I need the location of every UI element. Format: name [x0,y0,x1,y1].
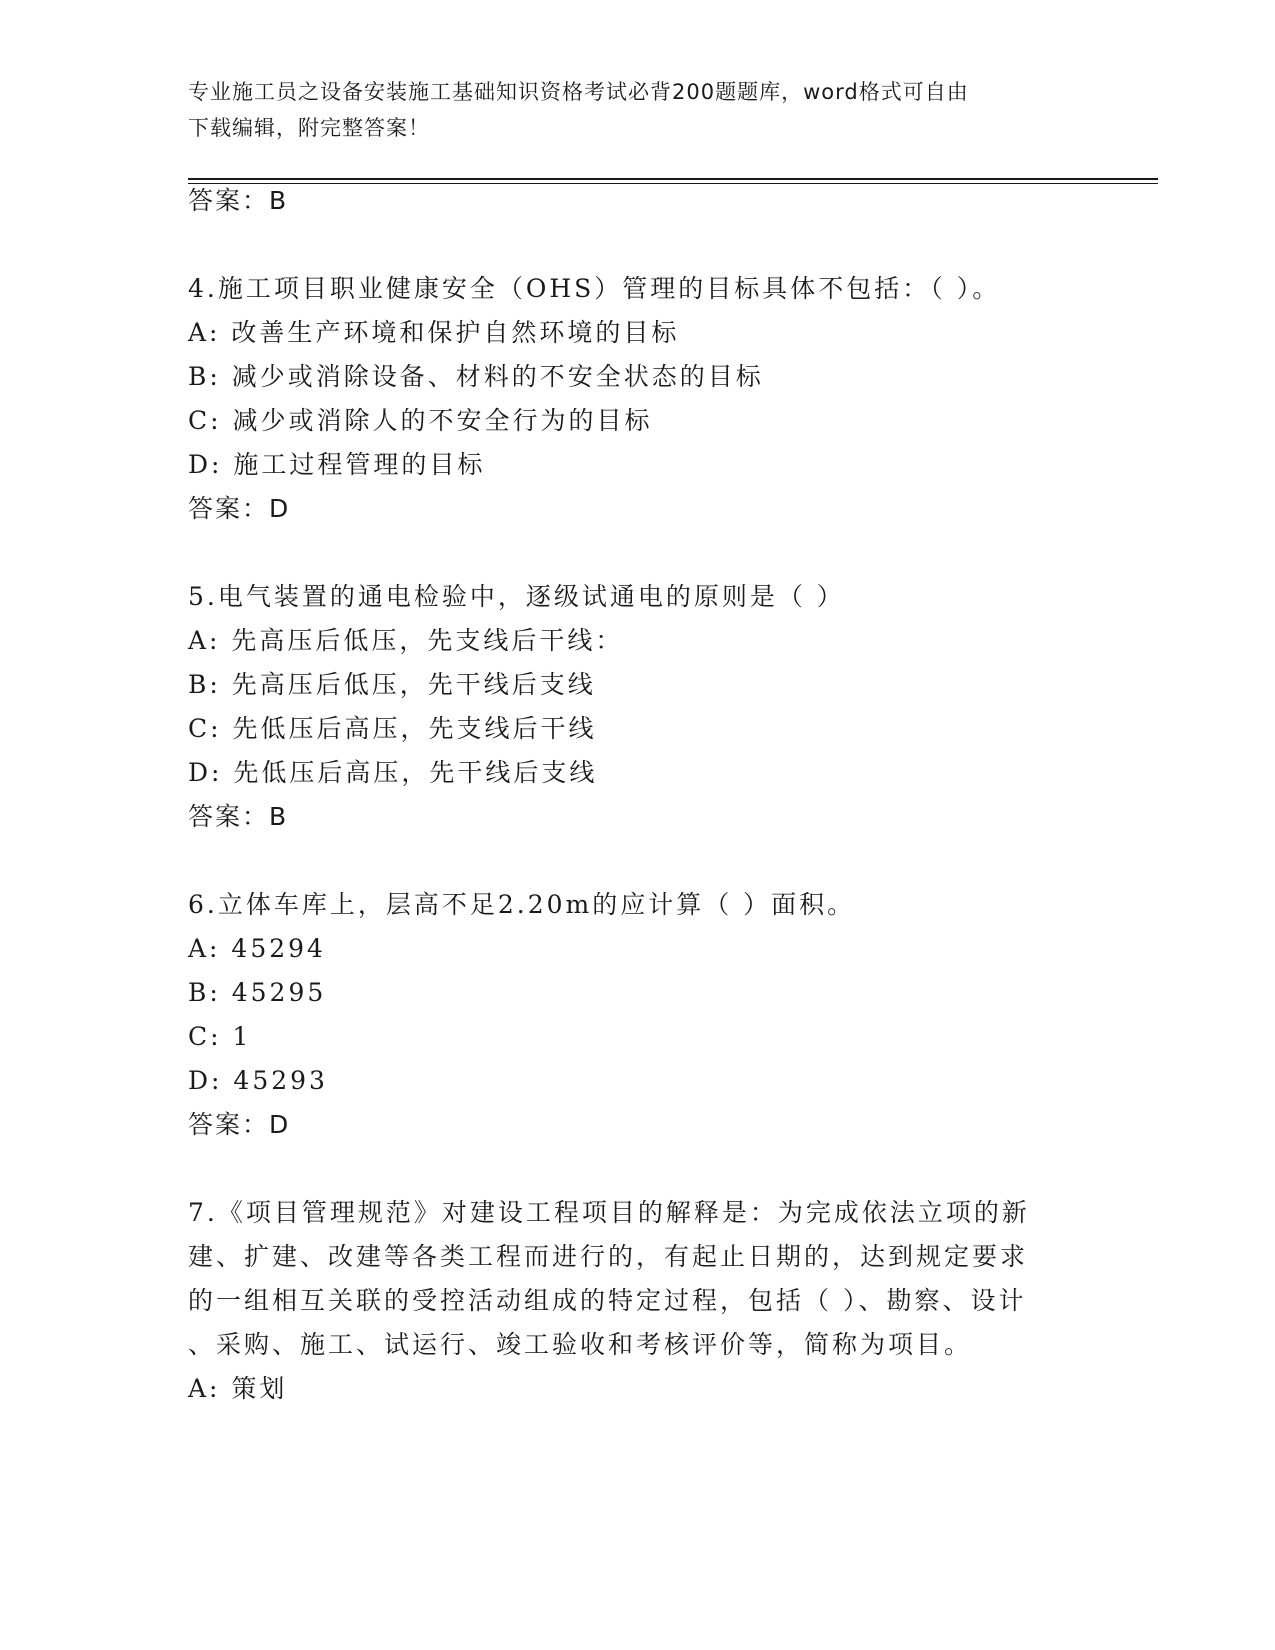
question-5-option-d: D: 先低压后高压，先干线后支线 [188,758,598,787]
question-6-option-c: C: 1 [188,1022,252,1051]
question-4-answer: 答案：D [188,494,291,523]
question-5-answer: 答案：B [188,802,289,831]
question-5-stem: 5.电气装置的通电检验中，逐级试通电的原则是（ ） [188,582,845,611]
question-4-option-a: A: 改善生产环境和保护自然环境的目标 [188,318,680,347]
header-line-2: 下载编辑，附完整答案！ [188,116,430,140]
question-6-answer: 答案：D [188,1110,291,1139]
header-text [188,74,1088,146]
answer-prev: 答案：B [188,186,289,215]
header-line-1: 专业施工员之设备安装施工基础知识资格考试必背200题题库，word格式可自由 [188,80,969,104]
question-6-stem: 6.立体车库上，层高不足2.20m的应计算（ ）面积。 [188,890,856,919]
question-5-option-c: C: 先低压后高压，先支线后干线 [188,714,597,743]
question-4-option-c: C: 减少或消除人的不安全行为的目标 [188,406,653,435]
header-rule-thick [188,178,1158,180]
question-7-stem-line-4: 、采购、施工、试运行、竣工验收和考核评价等，简称为项目。 [188,1330,973,1359]
question-7-option-a: A: 策划 [188,1374,288,1403]
question-4-option-d: D: 施工过程管理的目标 [188,450,486,479]
question-6-option-b: B: 45295 [188,978,327,1007]
question-4-option-b: B: 减少或消除设备、材料的不安全状态的目标 [188,362,764,391]
question-5-option-b: B: 先高压后低压，先干线后支线 [188,670,596,699]
question-7-stem-line-1: 7.《项目管理规范》对建设工程项目的解释是：为完成依法立项的新 [188,1198,1030,1227]
question-6-option-d: D: 45293 [188,1066,328,1095]
question-6-option-a: A: 45294 [188,934,326,963]
header-rule-thin [188,183,1158,184]
question-7-stem-line-2: 建、扩建、改建等各类工程而进行的，有起止日期的，达到规定要求 [188,1242,1029,1271]
question-7-stem-line-3: 的一组相互关联的受控活动组成的特定过程，包括（ ）、勘察、设计 [188,1286,1027,1315]
question-4-stem: 4.施工项目职业健康安全（OHS）管理的目标具体不包括：（ ）。 [188,274,1001,303]
question-5-option-a: A: 先高压后低压，先支线后干线： [188,626,624,655]
